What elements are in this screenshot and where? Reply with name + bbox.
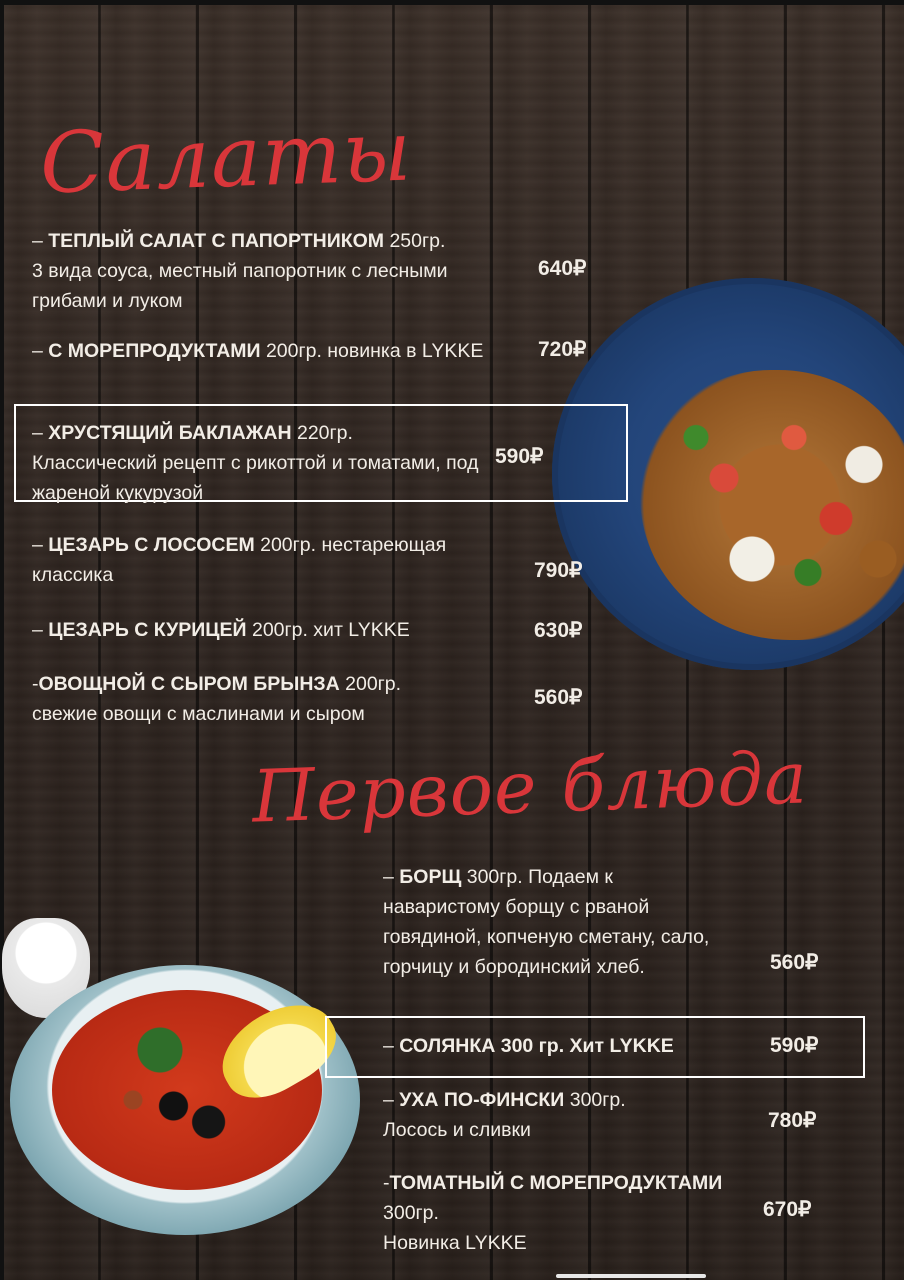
price-vegetable-brynza: 560₽ (534, 686, 583, 709)
menu-item-caesar-salmon: – ЦЕЗАРЬ С ЛОСОСЕМ 200гр. нестареющая классика (32, 534, 447, 586)
menu-item-seafood-salad: – С МОРЕПРОДУКТАМИ 200гр. новинка в LYKKE (32, 340, 484, 362)
menu-item-vegetable-brynza: -ОВОЩНОЙ С СЫРОМ БРЫНЗА 200гр. свежие овощи с маслинами и сыром (32, 673, 402, 725)
price-fern-salad: 640₽ (538, 257, 587, 280)
left-frame-edge (0, 0, 4, 1280)
menu-item-fern-salad: – ТЕПЛЫЙ САЛАТ С ПАПОРТНИКОМ 250гр. 3 вида соуса, местный папоротник с лесными грибами и луком (32, 230, 448, 312)
price-borscht: 560₽ (770, 951, 819, 974)
menu-item-borscht: – БОРЩ 300гр. Подаем к наваристому борщу с рваной говядиной, копченую сметану, сало, горчицу и бородинский хлеб. (383, 866, 710, 978)
home-indicator-bar (556, 1274, 706, 1278)
price-finnish-fish-soup: 780₽ (768, 1109, 817, 1132)
menu-item-crispy-eggplant: – ХРУСТЯЩИЙ БАКЛАЖАН 220гр. Классический рецепт с рикоттой и томатами, под жареной кукурузой (32, 422, 479, 504)
menu-item-caesar-chicken: – ЦЕЗАРЬ С КУРИЦЕЙ 200гр. хит LYKKE (32, 619, 410, 641)
top-frame-edge (0, 0, 904, 5)
price-crispy-eggplant: 590₽ (495, 445, 544, 468)
price-caesar-salmon: 790₽ (534, 559, 583, 582)
price-solyanka: 590₽ (770, 1034, 819, 1057)
menu-item-tomato-seafood: -ТОМАТНЫЙ С МОРЕПРОДУКТАМИ 300гр. Новинка LYKKE (383, 1172, 723, 1254)
price-caesar-chicken: 630₽ (534, 619, 583, 642)
price-seafood-salad: 720₽ (538, 338, 587, 361)
price-tomato-seafood: 670₽ (763, 1198, 812, 1221)
menu-item-finnish-fish-soup: – УХА ПО-ФИНСКИ 300гр. Лосось и сливки (383, 1089, 626, 1141)
menu-item-solyanka: – СОЛЯНКА 300 гр. Хит LYKKE (383, 1035, 674, 1057)
soups-section-title: Первое блюда (250, 735, 810, 839)
salads-section-title: Салаты (38, 101, 414, 213)
